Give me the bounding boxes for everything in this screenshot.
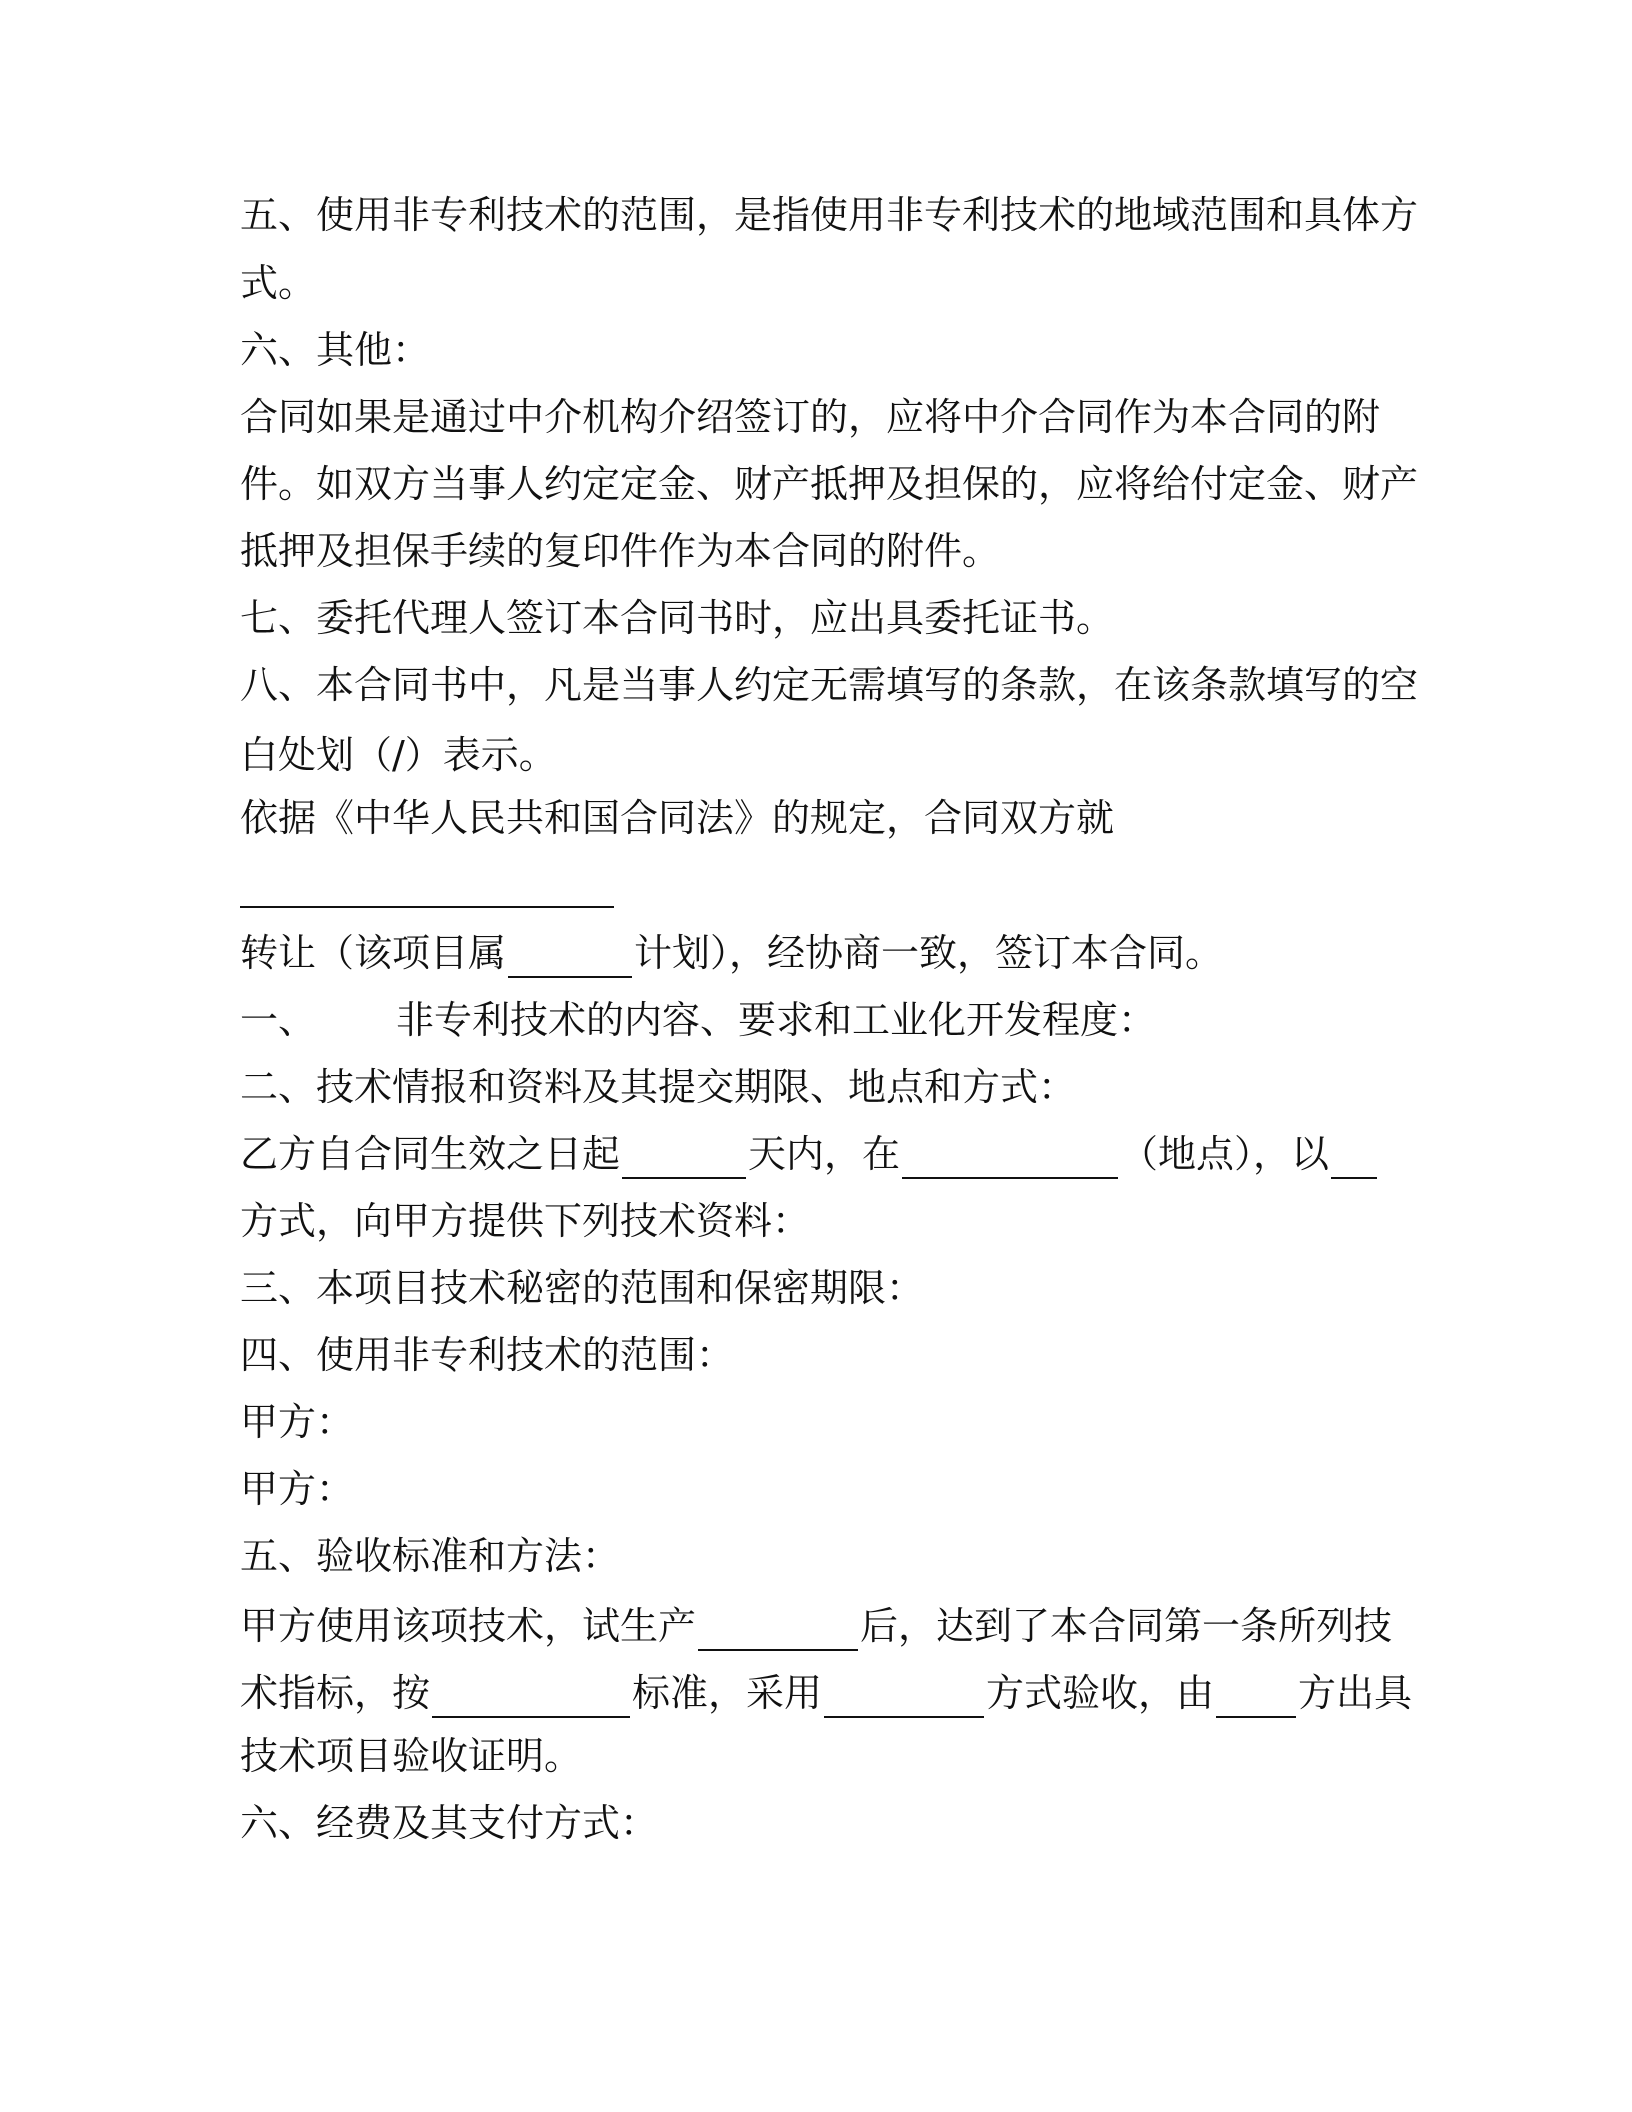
clause-5-line-2: 式。: [240, 261, 317, 305]
delivery-terms-line-2: 方式，向甲方提供下列技术资料：: [240, 1199, 811, 1243]
fill-blank: [698, 1609, 858, 1651]
fill-blank: [824, 1676, 984, 1718]
delivery-terms-line-1: [240, 1129, 1379, 1179]
text-segment: 方式验收，由: [986, 1671, 1215, 1715]
paragraph-line: 抵押及担保手续的复印件作为本合同的附件。: [240, 529, 1001, 573]
text-segment: 甲方使用该项技术，试生产: [240, 1604, 697, 1648]
text-segment: 术指标，按: [240, 1671, 431, 1715]
section-1-heading: [240, 995, 1156, 1045]
fill-blank: [622, 1137, 746, 1179]
section-number: 一、: [240, 998, 317, 1042]
fill-blank: [902, 1137, 1118, 1179]
clause-5-line-1: 五、使用非专利技术的范围，是指使用非专利技术的地域范围和具体方: [240, 193, 1419, 237]
section-3-heading: 三、本项目技术秘密的范围和保密期限：: [240, 1266, 925, 1310]
contract-intro-line-2: [240, 928, 1223, 978]
text-segment: 转让（该项目属: [240, 931, 507, 975]
party-a-label: 甲方：: [240, 1400, 355, 1444]
paragraph-line: 合同如果是通过中介机构介绍签订的，应将中介合同作为本合同的附: [240, 395, 1381, 439]
section-2-heading: 二、技术情报和资料及其提交期限、地点和方式：: [240, 1065, 1077, 1109]
text-segment: 乙方自合同生效之日起: [240, 1132, 621, 1176]
clause-6-heading: 六、其他：: [240, 328, 431, 372]
contract-intro: 依据《中华人民共和国合同法》的规定，合同双方就: [240, 796, 1115, 840]
fill-blank: [1331, 1137, 1377, 1179]
blank-line: [240, 906, 614, 908]
clause-8-line-1: 八、本合同书中，凡是当事人约定无需填写的条款，在该条款填写的空: [240, 663, 1419, 707]
clause-7: 七、委托代理人签订本合同书时，应出具委托证书。: [240, 596, 1115, 640]
section-6-heading: 六、经费及其支付方式：: [240, 1801, 659, 1845]
party-a-label: 甲方：: [240, 1467, 355, 1511]
text-segment: 计划），经协商一致，签订本合同。: [634, 931, 1224, 975]
acceptance-line-2: [240, 1668, 1412, 1718]
text-segment: 方出具: [1298, 1671, 1413, 1715]
acceptance-line-3: 技术项目验收证明。: [240, 1734, 583, 1778]
text-segment: 标准，采用: [632, 1671, 823, 1715]
clause-8-line-2: 白处划（/）表示。: [240, 733, 557, 777]
fill-blank: [508, 936, 632, 978]
text-segment: 后，达到了本合同第一条所列技: [860, 1604, 1393, 1648]
text-segment: 天内，在: [748, 1132, 901, 1176]
acceptance-line-1: [240, 1601, 1392, 1651]
text-segment: （地点），以: [1120, 1132, 1330, 1176]
section-title: 非专利技术的内容、要求和工业化开发程度：: [396, 998, 1157, 1042]
section-5-heading: 五、验收标准和方法：: [240, 1534, 621, 1578]
section-4-heading: 四、使用非专利技术的范围：: [240, 1333, 735, 1377]
paragraph-line: 件。如双方当事人约定定金、财产抵押及担保的，应将给付定金、财产: [240, 462, 1419, 506]
fill-blank: [1216, 1676, 1296, 1718]
fill-blank: [432, 1676, 630, 1718]
